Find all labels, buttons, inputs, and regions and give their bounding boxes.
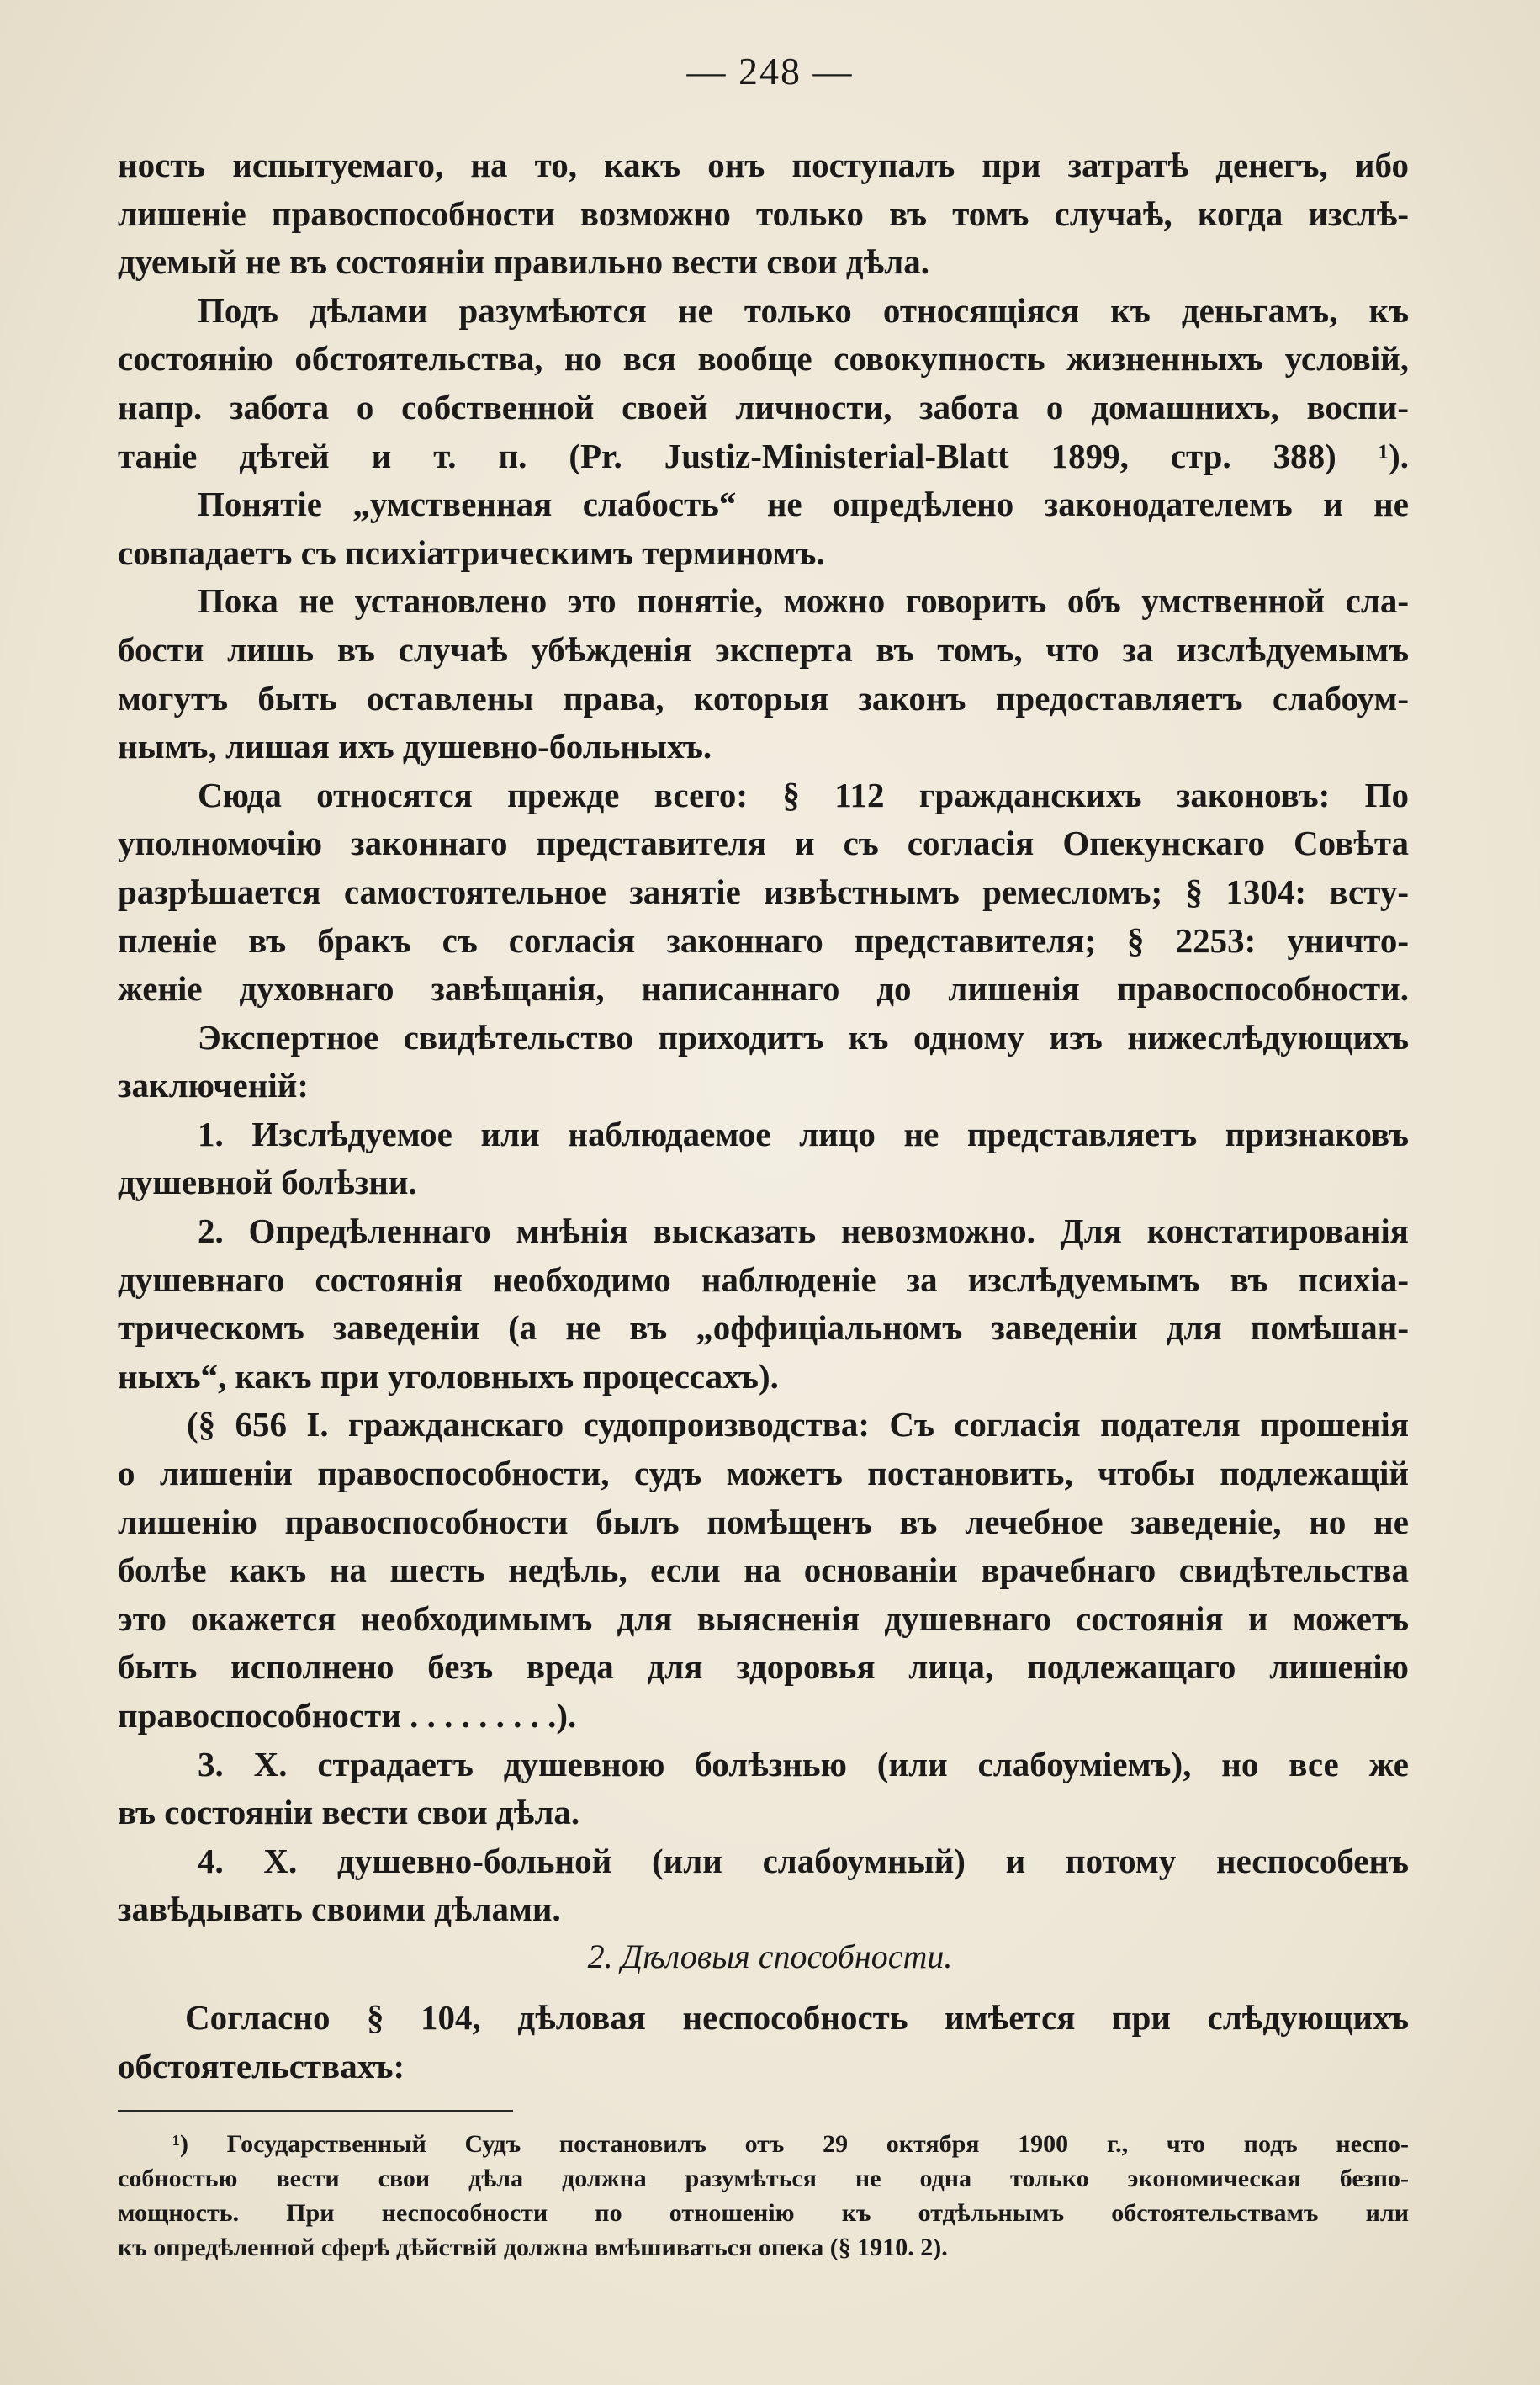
- text-line: ность испытуемаго, на то, какъ онъ поступалъ при затратѣ денегъ, ибо: [118, 146, 1409, 184]
- text-line: Пока не установлено это понятіе, можно говорить объ умственной сла-: [198, 581, 1409, 621]
- text-line: трическомъ заведеніи (а не въ „оффиціальномъ заведеніи для помѣшан-: [118, 1308, 1409, 1348]
- footnote-line: ¹) Государственный Судъ постановилъ отъ 29 октября 1900 г., что подъ неспо-: [172, 2130, 1409, 2158]
- text-line: болѣе какъ на шесть недѣль, если на основаніи врачебнаго свидѣтельства: [118, 1550, 1409, 1590]
- list-item-4: 4. X. душевно-больной (или слабоумный) и потому неспособенъ: [198, 1841, 1409, 1880]
- text-line: Сюда относятся прежде всего: § 112 гражданскихъ законовъ: По: [198, 775, 1409, 814]
- footnote-line: мощность. При неспособности по отношенію къ отдѣльнымъ обстоятельствамъ или: [118, 2199, 1409, 2227]
- text-line: обстоятельствахъ:: [118, 2046, 405, 2086]
- footnote-divider: [118, 2110, 513, 2112]
- text-line: дуемый не въ состояніи правильно вести свои дѣла.: [118, 242, 929, 282]
- list-item-2: 2. Опредѣленнаго мнѣнія высказать невозможно. Для констатированія: [198, 1211, 1409, 1251]
- text-line: завѣдывать своими дѣлами.: [118, 1889, 561, 1929]
- list-item-3: 3. X. страдаетъ душевною болѣзнью (или слабоуміемъ), но все же: [198, 1744, 1409, 1783]
- section-text: [118, 1994, 1409, 2091]
- text-line: Подъ дѣлами разумѣются не только относящіяся къ деньгамъ, къ: [198, 290, 1409, 330]
- text-line: Понятіе „умственная слабость“ не опредѣлено законодателемъ и не: [198, 485, 1409, 524]
- text-line: могутъ быть оставлены права, которыя законъ предоставляетъ слабоум-: [118, 678, 1409, 718]
- text-line: это окажется необходимымъ для выясненія душевнаго состоянія и можетъ: [118, 1598, 1409, 1638]
- text-line: (§ 656 I. гражданскаго судопроизводства: Съ согласія подателя прошенія: [187, 1405, 1409, 1444]
- text-line: бости лишь въ случаѣ убѣжденія эксперта въ томъ, что за изслѣдуемымъ: [118, 629, 1409, 669]
- text-line: о лишеніи правоспособности, судъ можетъ постановить, чтобы подлежащій: [118, 1454, 1409, 1493]
- text-line: таніе дѣтей и т. п. (Pr. Justiz-Ministerial-Blatt 1899, стр. 388) ¹).: [118, 436, 1409, 475]
- footnote-line: къ опредѣленной сферѣ дѣйствій должна вмѣшиваться опека (§ 1910. 2).: [118, 2234, 948, 2261]
- footnote: [118, 2127, 1409, 2265]
- text-line: заключеній:: [118, 1066, 309, 1105]
- text-line: душевной болѣзни.: [118, 1163, 417, 1202]
- text-line: правоспособности . . . . . . . . .).: [118, 1696, 577, 1735]
- text-line: совпадаетъ съ психіатрическимъ терминомъ.: [118, 533, 825, 572]
- text-line: лишеніе правоспособности возможно только въ томъ случаѣ, когда изслѣ-: [118, 193, 1409, 233]
- text-line: нымъ, лишая ихъ душевно-больныхъ.: [118, 727, 712, 766]
- text-line: быть исполнено безъ вреда для здоровья лица, подлежащаго лишенію: [118, 1647, 1409, 1687]
- text-line: Согласно § 104, дѣловая неспособность имѣется при слѣдующихъ: [185, 1998, 1409, 2037]
- text-line: лишенію правоспособности былъ помѣщенъ въ лечебное заведеніе, но не: [118, 1502, 1409, 1541]
- text-line: душевнаго состоянія необходимо наблюденіе за изслѣдуемымъ въ психіа-: [118, 1259, 1409, 1299]
- text-line: напр. забота о собственной своей личности, забота о домашнихъ, воспи-: [118, 387, 1409, 427]
- text-line: пленіе въ бракъ съ согласія законнаго представителя; § 2253: уничто-: [118, 920, 1409, 960]
- list-item-1: 1. Изслѣдуемое или наблюдаемое лицо не представляетъ признаковъ: [198, 1114, 1409, 1153]
- text-line: уполномочію законнаго представителя и съ согласія Опекунскаго Совѣта: [118, 824, 1409, 863]
- text-line: Экспертное свидѣтельство приходитъ къ одному изъ нижеслѣдующихъ: [198, 1017, 1409, 1057]
- main-text: [118, 141, 1409, 1934]
- page-number: — 248 —: [686, 50, 854, 93]
- text-line: состоянію обстоятельства, но вся вообще совокупность жизненныхъ условій,: [118, 339, 1409, 379]
- text-line: въ состояніи вести свои дѣла.: [118, 1793, 580, 1832]
- text-line: разрѣшается самостоятельное занятіе извѣстнымъ ремесломъ; § 1304: всту-: [118, 872, 1409, 911]
- footnote-line: собностью вести свои дѣла должна разумѣться не одна только экономическая безпо-: [118, 2165, 1409, 2192]
- text-line: ныхъ“, какъ при уголовныхъ процессахъ).: [118, 1356, 779, 1396]
- section-heading: 2. Дѣловыя способности.: [587, 1937, 953, 1975]
- text-line: женіе духовнаго завѣщанія, написаннаго до лишенія правоспособности.: [118, 969, 1409, 1009]
